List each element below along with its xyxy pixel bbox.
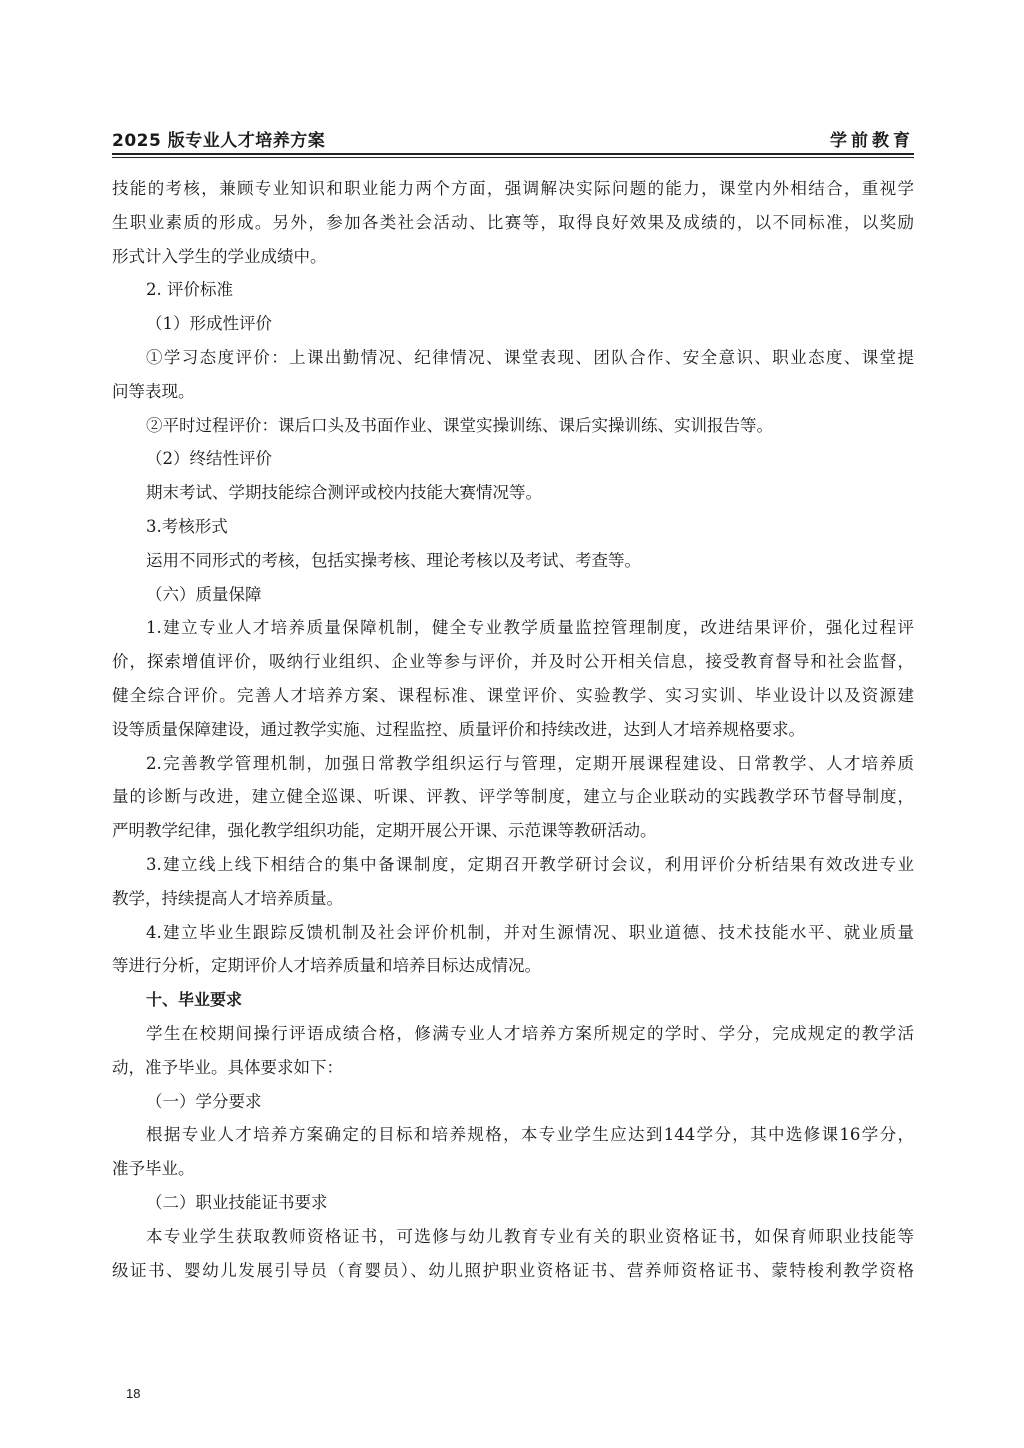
text-line: 2.完善教学管理机制，加强日常教学组织运行与管理，定期开展课程建设、日常教学、人才培养质	[146, 753, 914, 773]
header-brand: 学前教育	[830, 131, 914, 151]
text-line: 生职业素质的形成。另外，参加各类社会活动、比赛等，取得良好效果及成绩的，以不同标准，以奖励	[112, 212, 914, 232]
text-line: 运用不同形式的考核，包括实操考核、理论考核以及考试、考查等。	[146, 550, 641, 570]
text-line: 动，准予毕业。具体要求如下：	[112, 1057, 343, 1077]
text-line: 形式计入学生的学业成绩中。	[112, 246, 327, 266]
text-line: 量的诊断与改进，建立健全巡课、听课、评教、评学等制度，建立与企业联动的实践教学环节督导制度，	[112, 787, 914, 807]
text-line: （一）学分要求	[146, 1091, 262, 1111]
page-body	[112, 172, 914, 1287]
header-rule-thick	[112, 153, 914, 155]
running-header	[112, 124, 914, 152]
text-line: 设等质量保障建设，通过教学实施、过程监控、质量评价和持续改进，达到人才培养规格要求。	[112, 719, 805, 739]
text-line: （二）职业技能证书要求	[146, 1192, 328, 1212]
text-line: 等进行分析，定期评价人才培养质量和培养目标达成情况。	[112, 956, 541, 976]
text-line: 本专业学生获取教师资格证书，可选修与幼儿教育专业有关的职业资格证书，如保育师职业技能等	[146, 1226, 914, 1246]
text-line: 技能的考核，兼顾专业知识和职业能力两个方面，强调解决实际问题的能力，课堂内外相结合，重视学	[112, 179, 914, 198]
text-line: 严明教学纪律，强化教学组织功能，定期开展公开课、示范课等教研活动。	[112, 821, 657, 841]
text-line: 2. 评价标准	[146, 280, 233, 300]
text-line: 学生在校期间操行评语成绩合格，修满专业人才培养方案所规定的学时、学分，完成规定的教学活	[146, 1023, 914, 1043]
header-rule-thin	[112, 157, 914, 158]
text-line: ②平时过程评价：课后口头及书面作业、课堂实操训练、课后实操训练、实训报告等。	[146, 415, 773, 435]
text-line: 1.建立专业人才培养质量保障机制，健全专业教学质量监控管理制度，改进结果评价，强化过程评	[146, 618, 914, 638]
text-line: 准予毕业。	[112, 1159, 195, 1179]
text-line: 期末考试、学期技能综合测评或校内技能大赛情况等。	[146, 483, 542, 503]
text-line: 教学，持续提高人才培养质量。	[112, 888, 343, 908]
text-line: ①学习态度评价：上课出勤情况、纪律情况、课堂表现、团队合作、安全意识、职业态度、课堂提	[146, 347, 914, 367]
text-line: （六）质量保障	[146, 584, 262, 604]
text-line: （1）形成性评价	[146, 314, 272, 334]
text-line: 根据专业人才培养方案确定的目标和培养规格，本专业学生应达到144学分，其中选修课16学分，	[146, 1125, 914, 1145]
section-heading: 十、毕业要求	[146, 990, 243, 1010]
header-title: 2025 版专业人才培养方案	[112, 131, 326, 151]
text-line: 3.考核形式	[146, 516, 228, 536]
page-number: 18	[126, 1386, 141, 1401]
text-line: 3.建立线上线下相结合的集中备课制度，定期召开教学研讨会议，利用评价分析结果有效改进专业	[146, 854, 914, 874]
text-line: 级证书、婴幼儿发展引导员（育婴员）、幼儿照护职业资格证书、营养师资格证书、蒙特梭利教学资格	[112, 1260, 914, 1280]
text-line: 价，探索增值评价，吸纳行业组织、企业等参与评价，并及时公开相关信息，接受教育督导和社会监督，	[112, 652, 914, 672]
text-line: 4.建立毕业生跟踪反馈机制及社会评价机制，并对生源情况、职业道德、技术技能水平、就业质量	[146, 922, 914, 942]
text-line: （2）终结性评价	[146, 449, 272, 469]
text-line: 问等表现。	[112, 381, 195, 401]
text-line: 健全综合评价。完善人才培养方案、课程标准、课堂评价、实验教学、实习实训、毕业设计以及资源建	[112, 685, 914, 705]
